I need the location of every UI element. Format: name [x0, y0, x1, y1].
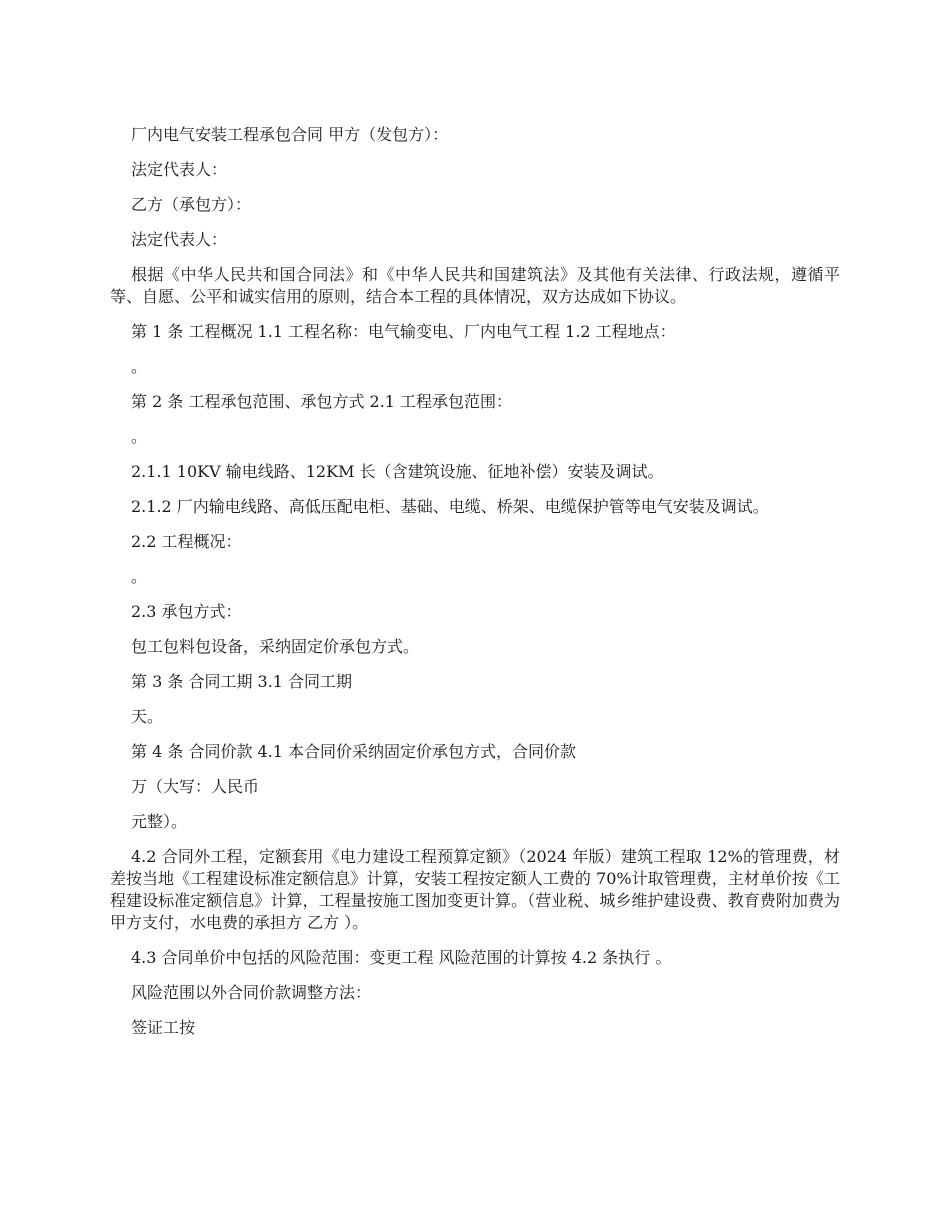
- party-b-representative: 法定代表人：: [131, 230, 228, 249]
- blank-line: 。: [131, 567, 148, 586]
- visa-work-line: 签证工按: [131, 1018, 196, 1037]
- article-2-scope: 第 2 条 工程承包范围、承包方式 2.1 工程承包范围：: [131, 392, 513, 411]
- price-amount-end: 元整）。: [131, 812, 188, 831]
- contract-title-line: 厂内电气安装工程承包合同 甲方（发包方）：: [131, 125, 449, 144]
- risk-adjustment-method: 风险范围以外合同价款调整方法：: [131, 983, 372, 1002]
- clause-2-2: 2.2 工程概况：: [131, 532, 242, 551]
- duration-days: 天。: [131, 707, 164, 726]
- clause-2-1-2: 2.1.2 厂内输电线路、高低压配电柜、基础、电缆、桥架、电缆保护管等电气安装及调试。: [131, 497, 769, 516]
- blank-line: 。: [131, 427, 148, 446]
- contract-method: 包工包料包设备，采纳固定价承包方式。: [131, 637, 420, 656]
- article-3-duration: 第 3 条 合同工期 3.1 合同工期: [131, 672, 353, 691]
- article-4-price: 第 4 条 合同价款 4.1 本合同价采纳固定价承包方式，合同价款: [131, 742, 577, 761]
- blank-line: 。: [131, 357, 148, 376]
- clause-2-3: 2.3 承包方式：: [131, 602, 242, 621]
- price-amount-line: 万（大写：人民币: [131, 777, 260, 796]
- article-1-overview: 第 1 条 工程概况 1.1 工程名称：电气输变电、厂内电气工程 1.2 工程地点：: [131, 322, 676, 341]
- party-b-line: 乙方（承包方）：: [131, 195, 252, 214]
- preamble-paragraph: 根据《中华人民共和国合同法》和《中华人民共和国建筑法》及其他有关法律、行政法规，遵循平等、自愿、公平和诚实信用的原则，结合本工程的具体情况，双方达成如下协议。: [110, 265, 840, 306]
- party-a-representative: 法定代表人：: [131, 160, 228, 179]
- contract-body: [110, 124, 840, 1052]
- clause-4-3: 4.3 合同单价中包括的风险范围：变更工程 风险范围的计算按 4.2 条执行 。: [131, 948, 672, 967]
- clause-4-2: 4.2 合同外工程，定额套用《电力建设工程预算定额》（2024 年版）建筑工程取 12%的管理费，材差按当地《工程建设标准定额信息》计算，安装工程按定额人工费的 70%计取管理费，主材单价按《工程建设标准定额信息》计算，工程量按施工图加变更计算。（营业税、城乡维护建设费、教育费附加费为甲方支付，水电费的承担方 乙方 ）。: [110, 847, 840, 932]
- clause-2-1-1: 2.1.1 10KV 输电线路、12KM 长（含建筑设施、征地补偿）安装及调试。: [131, 462, 664, 481]
